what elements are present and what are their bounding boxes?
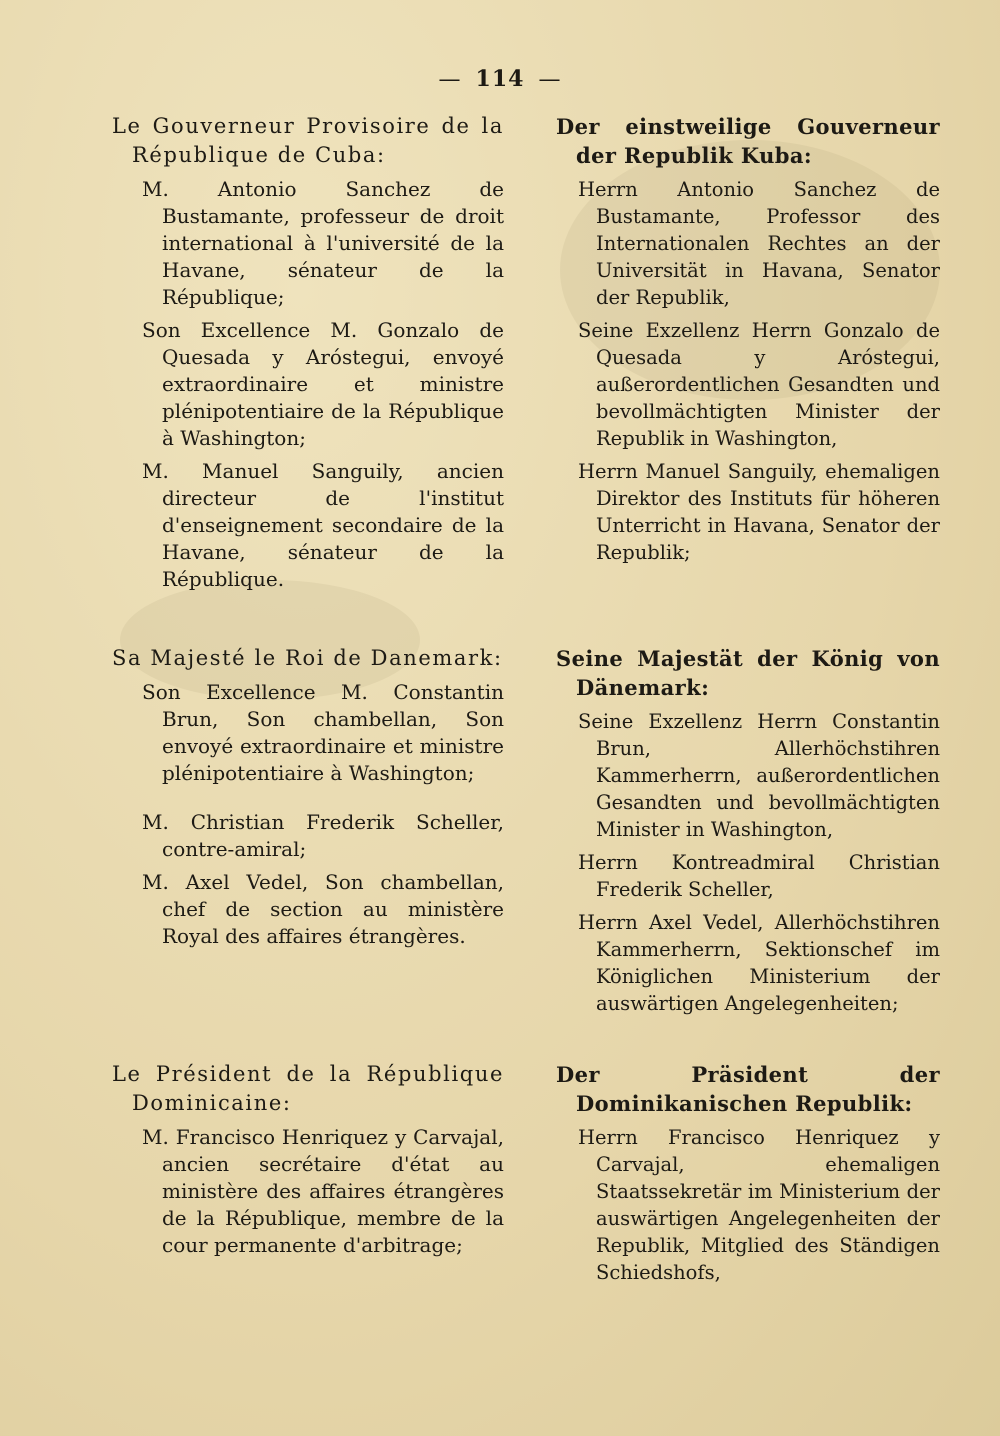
plenipotentiary-entry: Herrn Kontreadmiral Christian Frederik Scheller, [578,851,940,901]
plenipotentiary-entry: Herrn Antonio Sanchez de Bustamante, Professor des Internationalen Rechtes an der Universität in Havana, Senator der Republik, [578,178,940,309]
plenipotentiary-entry: M. Axel Vedel, Son chambellan, chef de section au ministère Royal des affaires étrangères. [142,870,504,948]
section-heading: Der Präsident der Dominikanischen Republik: [556,1062,940,1116]
section-heading: Le Président de la République Dominicaine: [112,1062,504,1115]
section-heading: Sa Majesté le Roi de Danemark: [112,646,503,670]
dash-left: — [438,67,462,92]
plenipotentiary-entry: M. Antonio Sanchez de Bustamante, professeur de droit international à l'université de la Havane, sénateur de la République; [142,177,504,309]
plenipotentiary-entry: Herrn Manuel Sanguily, ehemaligen Direktor des Instituts für höheren Unterricht in Havana, Senator der Republik; [578,460,940,564]
plenipotentiary-entry: Seine Exzellenz Herrn Constantin Brun, Allerhöchstihren Kammerherrn, außerordentlichen Gesandten und bevollmächtigten Minister in Washington, [578,710,940,841]
plenipotentiary-entry: M. Christian Frederik Scheller, contre-amiral; [142,810,504,861]
section-dominican-de [556,1060,940,1286]
plenipotentiary-entry: Son Excellence M. Gonzalo de Quesada y Aróstegui, envoyé extraordinaire et ministre plénipotentiaire de la République à Washington; [142,318,504,450]
page-number-line [0,66,1000,92]
dash-right: — [538,67,562,92]
section-heading: Der einstweilige Gouverneur der Republik Kuba: [556,114,940,168]
plenipotentiary-entry: Herrn Axel Vedel, Allerhöchstihren Kammerherrn, Sektionschef im Königlichen Ministerium der auswärtigen Angelegenheiten; [578,911,940,1015]
plenipotentiary-entry: Son Excellence M. Constantin Brun, Son chambellan, Son envoyé extraordinaire et ministre plénipotentiaire à Washington; [142,680,504,785]
section-cuba-fr [112,112,504,593]
section-heading: Le Gouverneur Provisoire de la République de Cuba: [112,114,504,167]
section-cuba-de [556,112,940,566]
page-number: 114 [475,66,525,92]
plenipotentiary-entry: Seine Exzellenz Herrn Gonzalo de Quesada y Aróstegui, außerordentlichen Gesandten und bevollmächtigten Minister der Republik in Washington, [578,319,940,450]
section-denmark-fr [112,644,504,950]
plenipotentiary-entry: M. Manuel Sanguily, ancien directeur de l'institut d'enseignement secondaire de la Havane, sénateur de la République. [142,459,504,591]
section-denmark-de [556,644,940,1017]
plenipotentiary-entry: M. Francisco Henriquez y Carvajal, ancien secrétaire d'état au ministère des affaires étrangères de la République, membre de la cour permanente d'arbitrage; [142,1125,504,1257]
plenipotentiary-entry: Herrn Francisco Henriquez y Carvajal, ehemaligen Staatssekretär im Ministerium der auswärtigen Angelegenheiten der Republik, Mitglied des Ständigen Schiedshofs, [578,1126,940,1284]
section-dominican-fr [112,1060,504,1259]
section-heading: Seine Majestät der König von Dänemark: [556,646,940,700]
